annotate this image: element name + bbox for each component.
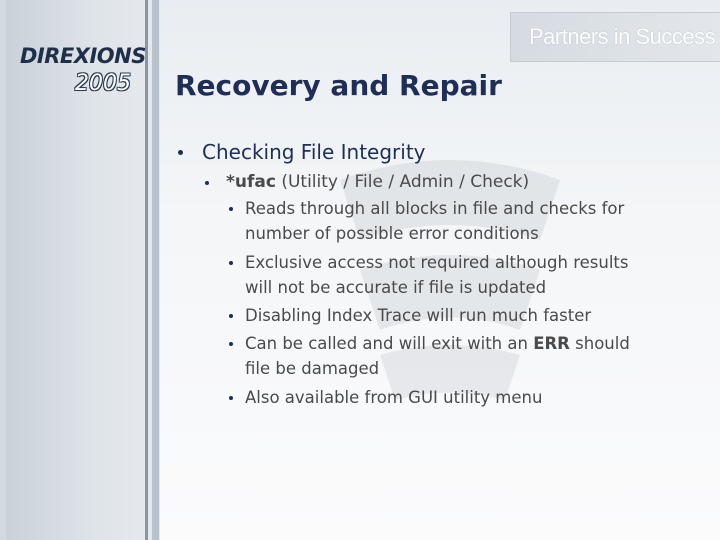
err-code: ERR bbox=[533, 334, 570, 353]
sidebar-stripe bbox=[145, 0, 148, 540]
list-item-continued: file be damaged bbox=[245, 359, 380, 378]
sidebar-stripe bbox=[152, 0, 159, 540]
list-item: Reads through all blocks in file and checks for bbox=[245, 199, 625, 218]
logo-brand: DIREXIONS bbox=[20, 44, 146, 68]
partners-banner-text: Partners in Success bbox=[529, 24, 716, 49]
bullet-icon bbox=[229, 314, 233, 318]
bullet-icon bbox=[229, 396, 233, 400]
bullet-icon bbox=[229, 207, 233, 211]
list-item-continued: will not be accurate if file is updated bbox=[245, 278, 547, 297]
bullet-icon bbox=[205, 181, 209, 185]
partners-banner bbox=[510, 12, 720, 62]
bullet-checking-file-integrity: Checking File Integrity bbox=[202, 140, 426, 164]
ufac-path: (Utility / File / Admin / Check) bbox=[275, 172, 530, 192]
list-item: Also available from GUI utility menu bbox=[245, 388, 543, 407]
sub-bullet-ufac bbox=[226, 172, 529, 192]
list-item: Exclusive access not required although results bbox=[245, 253, 629, 272]
logo-year: 2005 bbox=[75, 71, 131, 96]
list-item-text: Can be called and will exit with an bbox=[245, 334, 534, 353]
list-item bbox=[245, 334, 630, 353]
list-item-continued: number of possible error conditions bbox=[245, 224, 539, 243]
ufac-command: *ufac bbox=[226, 172, 276, 192]
list-item: Disabling Index Trace will run much faster bbox=[245, 306, 592, 325]
slide-title: Recovery and Repair bbox=[175, 69, 502, 102]
bullet-icon bbox=[178, 150, 183, 155]
sidebar-stripe bbox=[0, 0, 6, 540]
bullet-icon bbox=[229, 261, 233, 265]
list-item-text: should bbox=[569, 334, 630, 353]
direxions-logo bbox=[20, 44, 146, 104]
bullet-icon bbox=[229, 342, 233, 346]
